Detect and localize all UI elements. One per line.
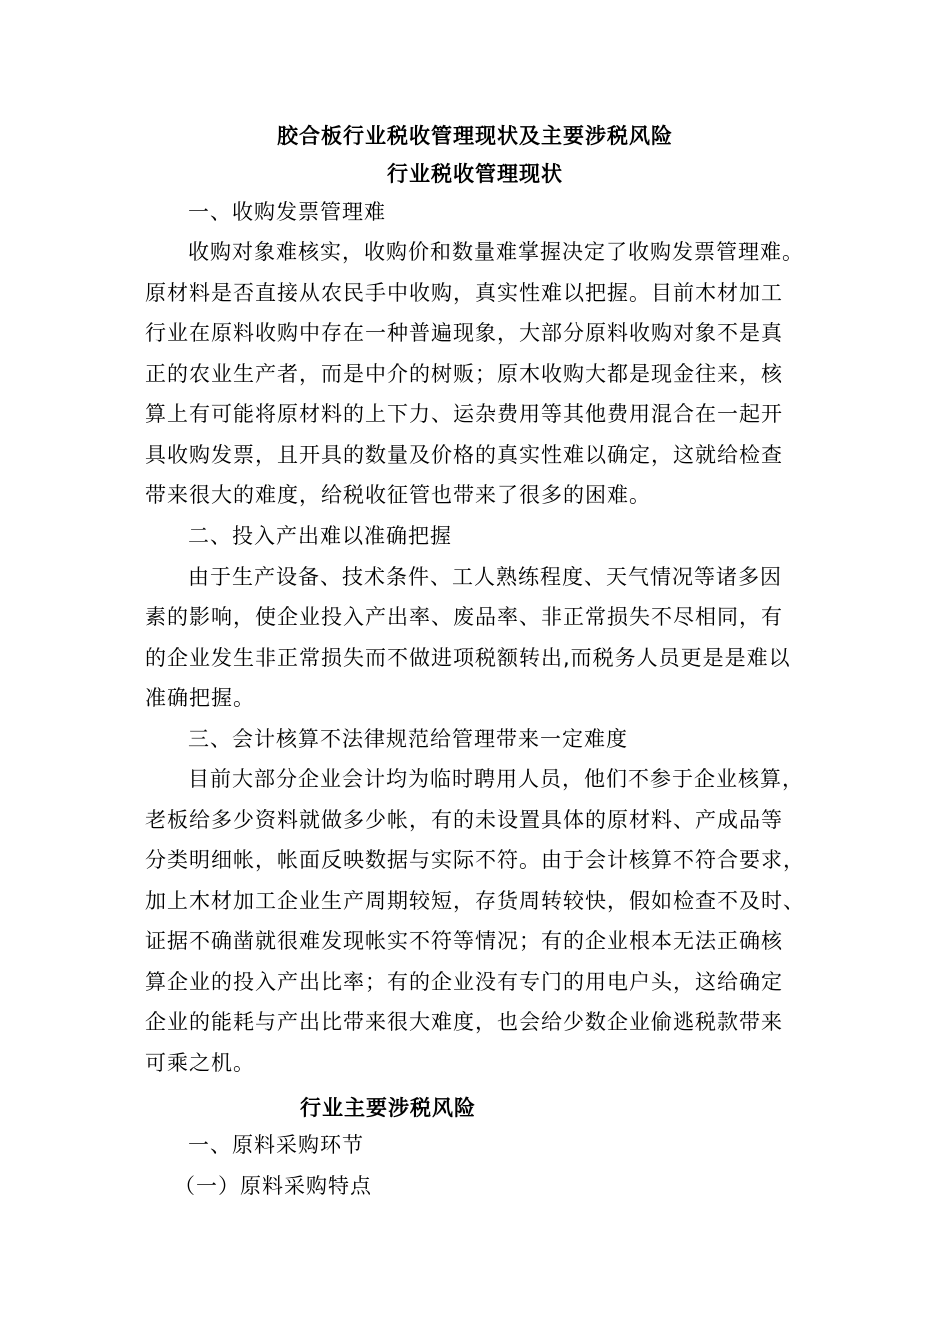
paragraph-line: 原材料是否直接从农民手中收购，真实性难以把握。目前木材加工 — [145, 281, 783, 305]
paragraph-line: 企业的能耗与产出比带来很大难度，也会给少数企业偷逃税款带来 — [145, 1010, 783, 1034]
paragraph-line: 分类明细帐，帐面反映数据与实际不符。由于会计核算不符合要求， — [145, 848, 805, 872]
paragraph-line: 由于生产设备、技术条件、工人熟练程度、天气情况等诸多因 — [188, 565, 782, 589]
paragraph-line: 正的农业生产者，而是中介的树贩；原木收购大都是现金往来，核 — [145, 362, 783, 386]
paragraph-line: 收购对象难核实，收购价和数量难掌握决定了收购发票管理难。 — [188, 240, 804, 264]
section-title-current-status: 行业税收管理现状 — [387, 161, 563, 186]
heading-accounting: 三、会计核算不法律规范给管理带来一定难度 — [188, 727, 628, 751]
paragraph-line: 老板给多少资料就做多少帐，有的未设置具体的原材料、产成品等 — [145, 808, 783, 832]
paragraph-line: 素的影响，使企业投入产出率、废品率、非正常损失不尽相同，有 — [145, 605, 783, 629]
paragraph-line: 的企业发生非正常损失而不做进项税额转出,而税务人员更是是难以 — [145, 646, 791, 670]
paragraph-line: 具收购发票，且开具的数量及价格的真实性难以确定，这就给检查 — [145, 443, 783, 467]
paragraph-line: 准确把握。 — [145, 686, 255, 710]
paragraph-line: 目前大部分企业会计均为临时聘用人员，他们不参于企业核算， — [188, 767, 804, 791]
paragraph-line: 算企业的投入产出比率；有的企业没有专门的用电户头，这给确定 — [145, 970, 783, 994]
heading-raw-material-procurement: 一、原料采购环节 — [188, 1133, 364, 1157]
section-title-tax-risk: 行业主要涉税风险 — [300, 1096, 476, 1120]
subheading-procurement-features: （一）原料采购特点 — [174, 1174, 372, 1198]
paragraph-line: 算上有可能将原材料的上下力、运杂费用等其他费用混合在一起开 — [145, 402, 783, 426]
heading-purchase-invoice: 一、收购发票管理难 — [188, 200, 386, 224]
paragraph-line: 可乘之机。 — [145, 1051, 255, 1075]
paragraph-line: 加上木材加工企业生产周期较短，存货周转较快，假如检查不及时、 — [145, 889, 805, 913]
heading-input-output: 二、投入产出难以准确把握 — [188, 524, 452, 548]
paragraph-line: 带来很大的难度，给税收征管也带来了很多的困难。 — [145, 483, 651, 507]
paragraph-line: 行业在原料收购中存在一种普遍现象，大部分原料收购对象不是真 — [145, 321, 783, 345]
paragraph-line: 证据不确凿就很难发现帐实不符等情况；有的企业根本无法正确核 — [145, 929, 783, 953]
document-title: 胶合板行业税收管理现状及主要涉税风险 — [277, 123, 673, 148]
